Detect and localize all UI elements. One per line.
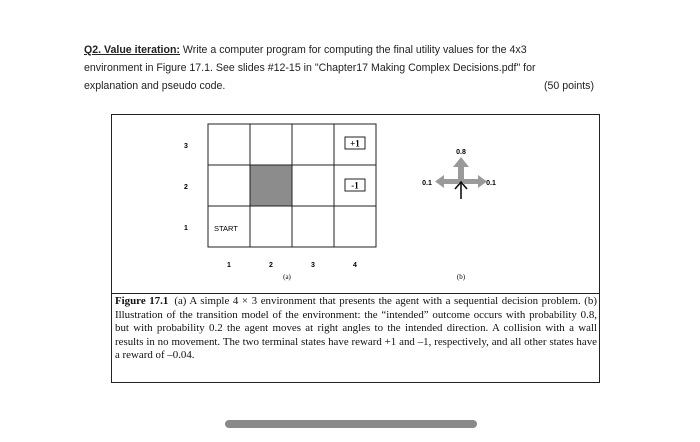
home-indicator-bar[interactable] [225,420,477,428]
arrow-left-icon [435,175,458,188]
question-text [84,41,604,95]
terminal-minus-label: -1 [351,180,359,191]
figure-illustration [112,115,599,293]
subcaption-a: (a) [283,273,291,281]
terminal-plus-label: +1 [350,138,360,149]
question-line-3: explanation and pseudo code. [84,80,226,92]
figure-caption-label: Figure 17.1 [115,295,169,307]
col-label-2: 2 [269,262,273,269]
prob-left: 0.1 [422,180,432,187]
col-label-3: 3 [311,262,315,269]
figure-box [111,114,600,383]
start-label: START [214,224,238,233]
prob-right: 0.1 [486,180,496,187]
arrow-right-icon [464,175,487,188]
col-label-1: 1 [227,262,231,269]
row-label-3: 3 [184,143,188,150]
question-line-2: environment in Figure 17.1. See slides #12-15 in "Chapter17 Making Complex Decisions.pdf" for [84,62,536,74]
col-label-4: 4 [353,262,357,269]
points-label: (50 points) [543,80,594,92]
figure-caption [115,295,597,363]
row-label-1: 1 [184,225,188,232]
wall-cell [250,165,292,206]
transition-model [422,149,496,281]
subcaption-b: (b) [456,273,466,281]
row-label-2: 2 [184,184,188,191]
figure-caption-text: (a) A simple 4 × 3 environment that presents the agent with a sequential decision problem. (b) Illustration of the transition model of the environment: the “intended” outcome occurs with probability 0.8, but with probability 0.2 the agent moves at right angles to the intended direction. A collision with a wall results in no movement. The two terminal states have reward +1 and –1, respectively, and all other states have a reward of –0.04. [115,295,597,362]
question-line-1 [84,41,604,59]
question-title: Q2. Value iteration: [84,44,180,56]
figure-divider [112,293,599,294]
grid-world [184,124,376,281]
intended-direction-icon [455,182,467,199]
question-line-1-text: Write a computer program for computing the final utility values for the 4x3 [179,44,527,56]
prob-intended: 0.8 [456,149,466,156]
